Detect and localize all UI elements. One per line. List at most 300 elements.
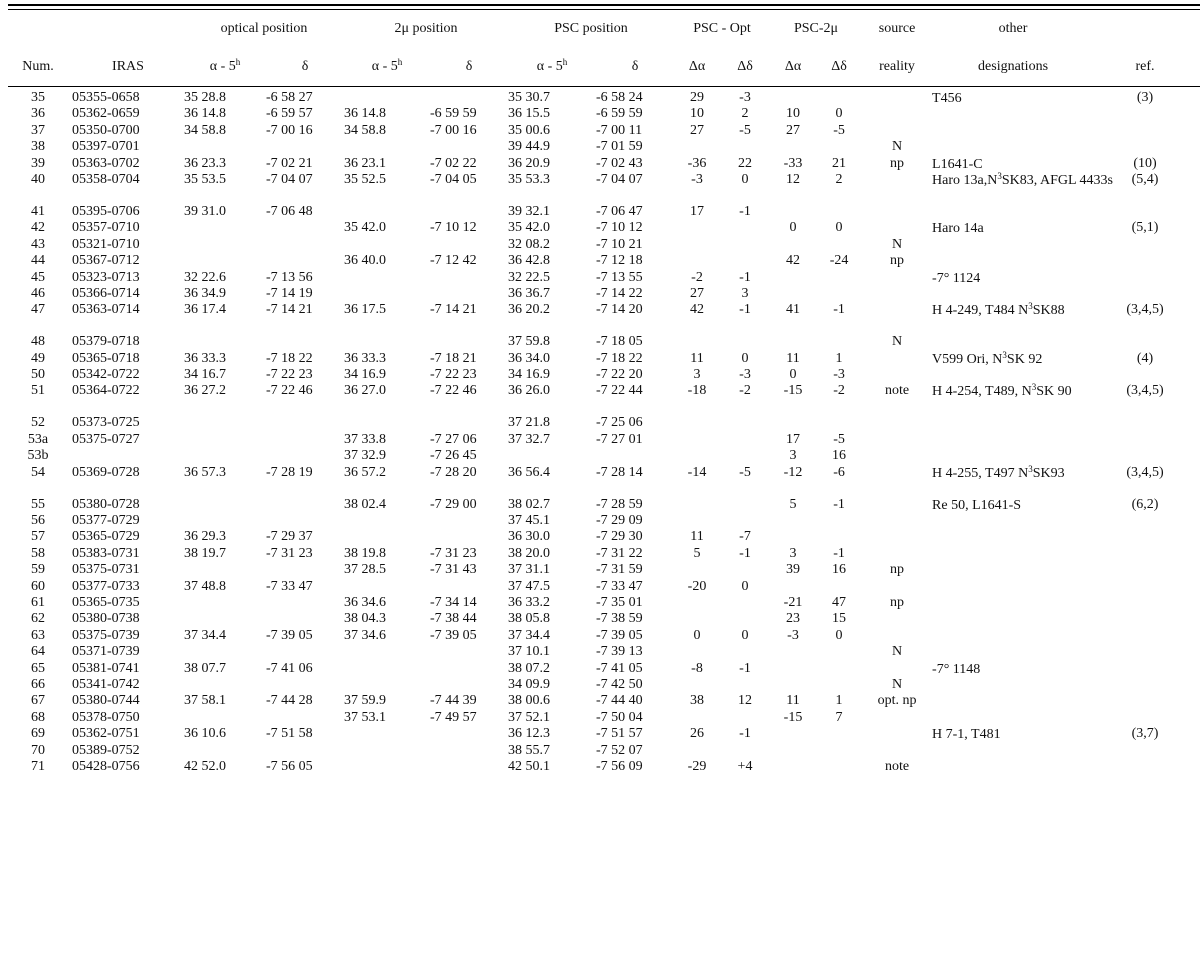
- iras-id: 05355-0658: [72, 90, 140, 105]
- psc-dec: -7 29 30: [596, 529, 643, 545]
- psc-2mu-dalpha: 27: [786, 122, 801, 138]
- iras-id: 05373-0725: [72, 415, 140, 431]
- other-designations: [932, 760, 1094, 776]
- source-reality: [862, 352, 932, 368]
- two-micron-ra: [344, 416, 430, 432]
- psc-2mu-ddelta: [816, 271, 862, 287]
- reference: (5,4): [1131, 171, 1159, 187]
- psc-opt-dalpha: [674, 711, 720, 727]
- row-number: 48: [31, 334, 45, 350]
- psc-opt-ddelta: [720, 335, 770, 351]
- psc-2mu-ddelta: 16: [832, 562, 847, 578]
- table-row: [4, 368, 1196, 384]
- optical-ra: [184, 335, 266, 351]
- two-micron-ra: 36 23.1: [344, 155, 386, 171]
- col-psc-2mu-dalpha: Δα: [784, 59, 802, 74]
- two-micron-ra: [344, 140, 430, 156]
- other-designations: [932, 205, 1094, 221]
- top-rule-thick: [8, 4, 1200, 6]
- other-designations: [932, 629, 1094, 645]
- optical-ra: [184, 612, 266, 628]
- optical-dec: -6 59 57: [266, 106, 313, 122]
- row-number: 47: [31, 302, 45, 318]
- psc-2mu-ddelta: 1: [835, 350, 843, 366]
- reference: [1094, 368, 1196, 384]
- two-micron-dec: -7 26 45: [430, 448, 477, 464]
- reference: (3,4,5): [1126, 302, 1164, 318]
- psc-ra: 37 32.7: [508, 431, 550, 447]
- source-reality: N: [891, 644, 903, 660]
- psc-opt-ddelta: 12: [738, 693, 752, 709]
- psc-2mu-dalpha: -15: [783, 709, 803, 725]
- other-designations: -7° 1124: [932, 270, 981, 286]
- psc-2mu-ddelta: -5: [833, 431, 845, 447]
- psc-2mu-dalpha: 0: [789, 367, 797, 383]
- psc-2mu-dalpha: [770, 140, 816, 156]
- other-designations: [932, 678, 1094, 694]
- table-row: [4, 449, 1196, 465]
- psc-opt-ddelta: -1: [739, 660, 751, 676]
- psc-2mu-dalpha: [770, 514, 816, 530]
- two-micron-ra: 36 34.6: [344, 594, 386, 610]
- iras-id: 05358-0704: [72, 171, 140, 187]
- reference: [1094, 662, 1196, 678]
- iras-id: 05377-0729: [72, 513, 140, 529]
- psc-ra: 36 30.0: [508, 529, 550, 545]
- psc-opt-ddelta: [720, 221, 770, 237]
- source-reality: np: [890, 253, 905, 269]
- source-reality: [862, 173, 932, 205]
- psc-2mu-ddelta: -1: [833, 545, 845, 561]
- source-reality: [862, 433, 932, 449]
- source-reality: [862, 744, 932, 760]
- psc-opt-ddelta: -2: [739, 383, 751, 399]
- other-designations: [932, 547, 1094, 563]
- other-designations: [932, 596, 1094, 612]
- optical-dec: -7 51 58: [266, 726, 313, 742]
- reference: [1094, 433, 1196, 449]
- two-micron-dec: [430, 662, 508, 678]
- optical-dec: -7 18 22: [266, 350, 313, 366]
- optical-ra: 36 27.2: [184, 383, 226, 399]
- row-number: 63: [31, 627, 45, 643]
- optical-dec: -7 33 47: [266, 578, 313, 594]
- two-micron-ra: [344, 287, 430, 303]
- reference: [1094, 711, 1196, 727]
- optical-dec: -7 31 23: [266, 545, 313, 561]
- source-reality: [862, 91, 932, 107]
- psc-dec: -7 27 01: [596, 431, 643, 447]
- table-row: [4, 744, 1196, 760]
- iras-id: 05380-0744: [72, 693, 140, 709]
- optical-ra: [184, 744, 266, 760]
- psc-2mu-dalpha: [770, 678, 816, 694]
- psc-dec: -7 06 47: [596, 203, 643, 219]
- group-psc-2mu: PSC-2μ: [793, 21, 839, 36]
- psc-opt-dalpha: 26: [690, 726, 704, 742]
- table-row: [4, 760, 1196, 776]
- psc-2mu-dalpha: 12: [786, 171, 801, 187]
- psc-2mu-dalpha: [770, 91, 816, 107]
- reference: [1094, 547, 1196, 563]
- psc-opt-ddelta: [720, 678, 770, 694]
- psc-opt-ddelta: [720, 596, 770, 612]
- psc-opt-dalpha: [674, 744, 720, 760]
- psc-opt-dalpha: 11: [690, 350, 704, 366]
- psc-opt-dalpha: [674, 221, 720, 237]
- reference: (3): [1136, 90, 1154, 105]
- table-row: [4, 498, 1196, 514]
- other-designations: [932, 711, 1094, 727]
- two-micron-ra: 36 17.5: [344, 302, 386, 318]
- psc-opt-dalpha: -14: [687, 464, 707, 480]
- two-micron-dec: -6 59 59: [430, 106, 477, 122]
- psc-2mu-ddelta: 1: [835, 693, 843, 709]
- row-number: 53a: [27, 431, 49, 447]
- psc-2mu-ddelta: [816, 662, 862, 678]
- source-reality: np: [890, 562, 905, 578]
- optical-ra: [184, 449, 266, 465]
- row-number: 44: [31, 253, 45, 269]
- psc-2mu-dalpha: -12: [783, 464, 803, 480]
- table-row: [4, 124, 1196, 140]
- psc-opt-dalpha: 27: [690, 122, 704, 138]
- psc-ra: 32 08.2: [508, 236, 550, 252]
- two-micron-dec: [430, 645, 508, 661]
- optical-ra: 38 07.7: [184, 660, 226, 676]
- psc-opt-dalpha: -29: [687, 758, 707, 774]
- psc-opt-dalpha: -36: [687, 155, 707, 171]
- group-2mu-position: 2μ position: [394, 21, 458, 36]
- psc-2mu-dalpha: -21: [783, 594, 803, 610]
- two-micron-ra: 38 19.8: [344, 545, 386, 561]
- group-psc-opt: PSC - Opt: [693, 21, 751, 36]
- table-row: [4, 416, 1196, 432]
- two-micron-ra: [344, 727, 430, 743]
- psc-ra: 36 33.2: [508, 594, 550, 610]
- psc-opt-ddelta: [720, 563, 770, 579]
- iras-source-table: [4, 12, 1196, 776]
- optical-ra: [184, 433, 266, 449]
- iras-id: 05323-0713: [72, 269, 140, 285]
- psc-2mu-dalpha: -3: [787, 627, 799, 643]
- group-optical-position: optical position: [220, 21, 308, 36]
- optical-dec: [266, 449, 344, 465]
- iras-id: 05380-0738: [72, 611, 140, 627]
- two-micron-dec: -7 02 22: [430, 155, 477, 171]
- top-rule-thin: [8, 9, 1200, 10]
- source-reality: [862, 662, 932, 678]
- source-reality: N: [891, 334, 903, 350]
- optical-ra: [184, 221, 266, 237]
- psc-opt-dalpha: [674, 612, 720, 628]
- psc-2mu-ddelta: -6: [833, 464, 845, 480]
- two-micron-ra: 36 40.0: [344, 253, 386, 269]
- iras-id: 05375-0739: [72, 627, 140, 643]
- row-number: 70: [31, 742, 45, 758]
- psc-opt-ddelta: [720, 498, 770, 514]
- optical-dec: -7 14 19: [266, 285, 313, 301]
- two-micron-ra: [344, 530, 430, 546]
- source-reality: N: [891, 676, 903, 692]
- table-row: [4, 157, 1196, 173]
- other-designations: [932, 335, 1094, 351]
- optical-ra: 34 16.7: [184, 367, 226, 383]
- psc-2mu-dalpha: [770, 238, 816, 254]
- optical-ra: [184, 238, 266, 254]
- psc-dec: -7 51 57: [596, 726, 643, 742]
- psc-opt-ddelta: -5: [739, 122, 751, 138]
- psc-2mu-ddelta: 0: [835, 220, 843, 236]
- row-number: 41: [31, 203, 45, 219]
- reference: [1094, 596, 1196, 612]
- reference: [1094, 612, 1196, 628]
- table-row: [4, 221, 1196, 237]
- reference: (5,1): [1131, 220, 1159, 236]
- iras-id: 05342-0722: [72, 367, 140, 383]
- psc-2mu-dalpha: 3: [789, 448, 797, 464]
- optical-dec: -7 28 19: [266, 464, 313, 480]
- reference: [1094, 238, 1196, 254]
- other-designations: [932, 238, 1094, 254]
- row-number: 53b: [27, 448, 49, 464]
- optical-dec: -7 56 05: [266, 758, 313, 774]
- source-reality: np: [890, 594, 905, 610]
- psc-opt-ddelta: -1: [739, 302, 751, 318]
- psc-2mu-ddelta: [816, 287, 862, 303]
- two-micron-dec: -7 27 06: [430, 431, 477, 447]
- psc-ra: 38 02.7: [508, 496, 550, 512]
- two-micron-dec: [430, 530, 508, 546]
- table-row: [4, 254, 1196, 270]
- psc-opt-dalpha: [674, 238, 720, 254]
- psc-opt-dalpha: [674, 498, 720, 514]
- psc-dec: -7 38 59: [596, 611, 643, 627]
- psc-2mu-dalpha: [770, 744, 816, 760]
- psc-opt-ddelta: [720, 645, 770, 661]
- other-designations: Haro 14a: [932, 221, 984, 237]
- two-micron-ra: 36 57.2: [344, 464, 386, 480]
- psc-opt-ddelta: +4: [737, 758, 753, 774]
- psc-ra: 38 55.7: [508, 742, 550, 758]
- psc-2mu-ddelta: -5: [833, 122, 845, 138]
- two-micron-dec: -7 18 21: [430, 350, 477, 366]
- other-designations: [932, 433, 1094, 449]
- psc-dec: -7 01 59: [596, 139, 643, 155]
- psc-opt-dalpha: [674, 449, 720, 465]
- two-micron-dec: [430, 205, 508, 221]
- psc-2mu-dalpha: [770, 530, 816, 546]
- two-micron-ra: [344, 335, 430, 351]
- two-micron-ra: [344, 645, 430, 661]
- psc-dec: -7 56 09: [596, 758, 643, 774]
- two-micron-dec: -7 10 12: [430, 220, 477, 236]
- row-number: 66: [31, 676, 45, 692]
- two-micron-dec: -7 04 05: [430, 171, 477, 187]
- psc-opt-dalpha: [674, 563, 720, 579]
- reference: [1094, 580, 1196, 596]
- table-row: [4, 466, 1196, 498]
- optical-ra: 39 31.0: [184, 203, 226, 219]
- other-designations: [932, 694, 1094, 710]
- other-designations: [932, 449, 1094, 465]
- table-row: [4, 303, 1196, 335]
- optical-ra: 34 58.8: [184, 122, 226, 138]
- two-micron-ra: [344, 678, 430, 694]
- two-micron-dec: -7 00 16: [430, 122, 477, 138]
- table-row: [4, 271, 1196, 287]
- optical-dec: [266, 221, 344, 237]
- optical-ra: [184, 563, 266, 579]
- iras-id: 05369-0728: [72, 464, 140, 480]
- optical-dec: -7 29 37: [266, 529, 313, 545]
- psc-ra: 36 26.0: [508, 383, 550, 399]
- two-micron-ra: 37 59.9: [344, 693, 386, 709]
- optical-ra: [184, 596, 266, 612]
- psc-opt-ddelta: -1: [739, 545, 751, 561]
- row-number: 62: [31, 611, 45, 627]
- psc-opt-dalpha: [674, 645, 720, 661]
- psc-2mu-ddelta: 2: [835, 171, 843, 187]
- two-micron-dec: [430, 760, 508, 776]
- two-micron-dec: [430, 744, 508, 760]
- psc-2mu-ddelta: [816, 530, 862, 546]
- psc-dec: -7 35 01: [596, 594, 643, 610]
- row-number: 52: [31, 415, 45, 431]
- psc-2mu-dalpha: 17: [786, 431, 801, 447]
- two-micron-ra: 34 16.9: [344, 367, 386, 383]
- optical-ra: 36 33.3: [184, 350, 226, 366]
- psc-opt-dalpha: [674, 335, 720, 351]
- optical-dec: [266, 563, 344, 579]
- psc-2mu-dalpha: -33: [783, 155, 803, 171]
- two-micron-dec: -7 29 00: [430, 496, 477, 512]
- reference: [1094, 205, 1196, 221]
- other-designations: [932, 416, 1094, 432]
- two-micron-ra: 37 28.5: [344, 562, 386, 578]
- col-opt-dec: δ: [301, 59, 309, 74]
- psc-dec: -7 31 59: [596, 562, 643, 578]
- optical-dec: [266, 514, 344, 530]
- psc-ra: 35 30.7: [508, 90, 550, 105]
- other-designations: [932, 287, 1094, 303]
- psc-2mu-ddelta: 47: [832, 594, 847, 610]
- optical-ra: [184, 678, 266, 694]
- source-reality: N: [891, 139, 903, 155]
- psc-opt-ddelta: [720, 514, 770, 530]
- optical-dec: [266, 416, 344, 432]
- psc-opt-ddelta: -1: [739, 726, 751, 742]
- iras-id: 05321-0710: [72, 236, 140, 252]
- psc-ra: 34 16.9: [508, 367, 550, 383]
- table-row: [4, 433, 1196, 449]
- row-number: 39: [31, 155, 45, 171]
- psc-ra: 36 15.5: [508, 106, 550, 122]
- source-reality: [862, 368, 932, 384]
- optical-dec: -7 00 16: [266, 122, 313, 138]
- psc-ra: 39 44.9: [508, 139, 550, 155]
- psc-dec: -7 39 13: [596, 644, 643, 660]
- psc-ra: 38 07.2: [508, 660, 550, 676]
- optical-ra: 37 48.8: [184, 578, 226, 594]
- psc-2mu-dalpha: [770, 760, 816, 776]
- table-row: [4, 580, 1196, 596]
- psc-ra: 35 00.6: [508, 122, 550, 138]
- source-reality: [862, 449, 932, 465]
- other-designations: [932, 254, 1094, 270]
- psc-2mu-ddelta: [816, 760, 862, 776]
- two-micron-dec: -7 44 39: [430, 693, 477, 709]
- source-reality: np: [890, 155, 905, 171]
- reference: [1094, 514, 1196, 530]
- psc-dec: -7 29 09: [596, 513, 643, 529]
- psc-2mu-ddelta: 0: [835, 627, 843, 643]
- psc-2mu-dalpha: [770, 287, 816, 303]
- optical-dec: -7 02 21: [266, 155, 313, 171]
- other-designations: H 4-255, T497 $N^3SK93$: [932, 463, 1065, 481]
- iras-id: 05375-0727: [72, 431, 140, 447]
- table-row: [4, 514, 1196, 530]
- other-designations: L1641-C: [932, 156, 983, 172]
- table-row: [4, 645, 1196, 661]
- row-number: 58: [31, 545, 45, 561]
- psc-dec: -7 18 22: [596, 350, 643, 366]
- psc-dec: -7 14 22: [596, 285, 643, 301]
- psc-dec: -7 14 20: [596, 302, 643, 318]
- two-micron-dec: [430, 238, 508, 254]
- psc-dec: -7 18 05: [596, 334, 643, 350]
- iras-id: 05383-0731: [72, 545, 140, 561]
- psc-dec: -7 44 40: [596, 693, 643, 709]
- other-designations: [932, 580, 1094, 596]
- psc-2mu-ddelta: 16: [832, 448, 847, 464]
- row-number: 69: [31, 726, 45, 742]
- psc-2mu-dalpha: [770, 580, 816, 596]
- two-micron-dec: [430, 514, 508, 530]
- two-micron-dec: [430, 287, 508, 303]
- table-row: [4, 678, 1196, 694]
- psc-ra: [508, 449, 596, 465]
- col-iras: IRAS: [112, 59, 144, 74]
- col-num: Num.: [22, 59, 54, 74]
- source-reality: [862, 612, 932, 628]
- psc-2mu-dalpha: 3: [789, 545, 797, 561]
- row-number: 46: [31, 285, 45, 301]
- two-micron-ra: 35 42.0: [344, 220, 386, 236]
- optical-dec: [266, 744, 344, 760]
- col-source-reality: reality: [879, 59, 915, 74]
- source-reality: [862, 287, 932, 303]
- iras-id: 05397-0701: [72, 139, 140, 155]
- psc-opt-ddelta: [720, 744, 770, 760]
- other-designations: [932, 530, 1094, 546]
- psc-ra: 32 22.5: [508, 269, 550, 285]
- column-header-row: [4, 40, 1196, 86]
- psc-dec: -7 10 12: [596, 220, 643, 236]
- psc-ra: 37 47.5: [508, 578, 550, 594]
- iras-id: 05395-0706: [72, 203, 140, 219]
- two-micron-ra: [344, 580, 430, 596]
- source-reality: [862, 107, 932, 123]
- psc-opt-dalpha: [674, 596, 720, 612]
- psc-ra: 34 09.9: [508, 676, 550, 692]
- source-reality: N: [891, 236, 903, 252]
- other-designations: [932, 563, 1094, 579]
- psc-opt-dalpha: 3: [693, 367, 701, 383]
- psc-dec: -7 22 20: [596, 367, 643, 383]
- psc-ra: 36 20.9: [508, 155, 550, 171]
- psc-ra: 38 20.0: [508, 545, 550, 561]
